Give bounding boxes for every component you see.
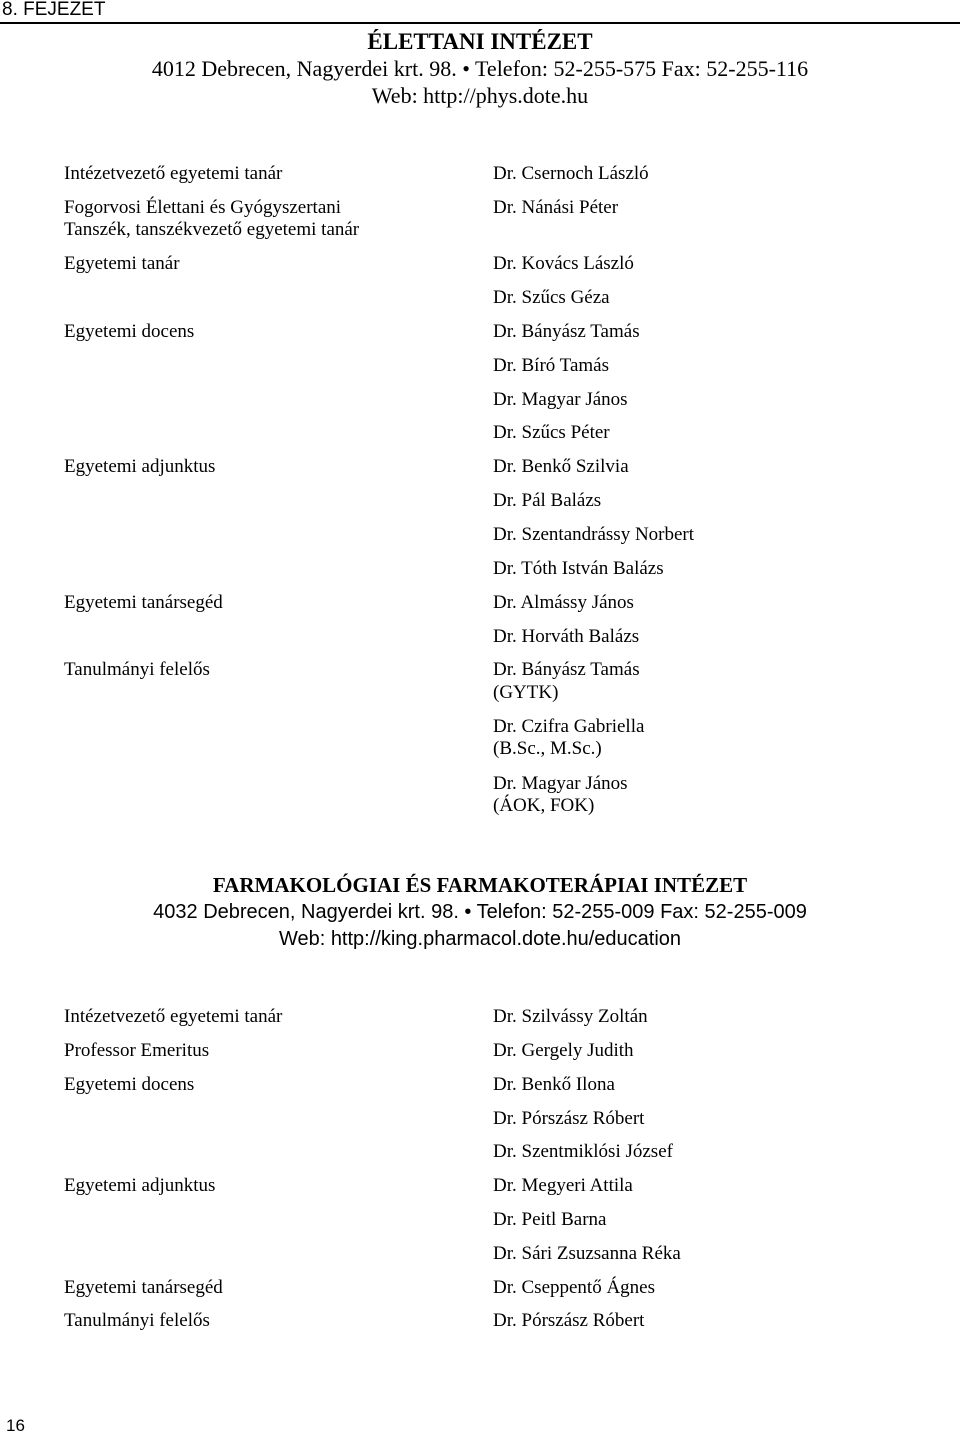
staff-name: Dr. Tóth István Balázs — [493, 558, 664, 579]
institute-web: Web: http://phys.dote.hu — [371, 83, 589, 108]
institute-address: 4012 Debrecen, Nagyerdei krt. 98. • Telefon: 52-255-575 Fax: 52-255-116 — [151, 56, 809, 81]
staff-name: Dr. Pórszász Róbert — [493, 1108, 645, 1129]
institute-header-physiology — [0, 28, 960, 109]
role-label: Intézetvezető egyetemi tanár — [64, 1006, 283, 1027]
role-label: Egyetemi tanár — [64, 253, 180, 274]
staff-name: Dr. Peitl Barna — [493, 1209, 607, 1230]
staff-name: Dr. Sári Zsuzsanna Réka — [493, 1243, 681, 1264]
chapter-header — [0, 0, 960, 24]
staff-name: Dr. Magyar János — [493, 773, 628, 794]
staff-note: (GYTK) — [493, 682, 559, 703]
role-label: Tanulmányi felelős — [64, 1310, 210, 1331]
staff-name: Dr. Benkő Szilvia — [493, 456, 629, 477]
staff-name: Dr. Szilvássy Zoltán — [493, 1006, 648, 1027]
role-label: Intézetvezető egyetemi tanár — [64, 163, 283, 184]
staff-name: Dr. Megyeri Attila — [493, 1175, 633, 1196]
institute-name: ÉLETTANI INTÉZET — [367, 29, 593, 54]
institute-name: FARMAKOLÓGIAI ÉS FARMAKOTERÁPIAI INTÉZET — [212, 873, 748, 897]
staff-name: Dr. Magyar János — [493, 389, 628, 410]
role-label: Fogorvosi Élettani és Gyógyszertani — [64, 197, 342, 218]
role-label: Egyetemi docens — [64, 1074, 195, 1095]
role-label: Egyetemi tanársegéd — [64, 592, 223, 613]
role-label: Egyetemi docens — [64, 321, 195, 342]
institute-header-pharmacology — [0, 872, 960, 953]
staff-name: Dr. Szűcs Péter — [493, 422, 610, 443]
chapter-label: 8. FEJEZET — [2, 0, 106, 20]
role-label: Egyetemi tanársegéd — [64, 1277, 223, 1298]
staff-note: (ÁOK, FOK) — [493, 795, 595, 816]
role-label: Tanulmányi felelős — [64, 659, 210, 680]
staff-name: Dr. Pál Balázs — [493, 490, 602, 511]
staff-name: Dr. Horváth Balázs — [493, 626, 640, 647]
institute-address: 4032 Debrecen, Nagyerdei krt. 98. • Telefon: 52-255-009 Fax: 52-255-009 — [153, 901, 807, 923]
role-label: Tanszék, tanszékvezető egyetemi tanár — [64, 219, 360, 240]
role-label: Egyetemi adjunktus — [64, 1175, 216, 1196]
staff-name: Dr. Csernoch László — [493, 163, 649, 184]
page-number: 16 — [6, 1416, 25, 1435]
staff-name: Dr. Benkő Ilona — [493, 1074, 615, 1095]
staff-name: Dr. Kovács László — [493, 253, 634, 274]
staff-name: Dr. Szűcs Géza — [493, 287, 610, 308]
role-label: Professor Emeritus — [64, 1040, 210, 1061]
staff-name: Dr. Szentandrássy Norbert — [493, 524, 695, 545]
staff-name: Dr. Bányász Tamás — [493, 321, 640, 342]
staff-name: Dr. Bányász Tamás — [493, 659, 640, 680]
staff-note: (B.Sc., M.Sc.) — [493, 738, 602, 759]
staff-name: Dr. Szentmiklósi József — [493, 1141, 673, 1162]
staff-name: Dr. Czifra Gabriella — [493, 716, 645, 737]
staff-name: Dr. Gergely Judith — [493, 1040, 634, 1061]
role-label: Egyetemi adjunktus — [64, 456, 216, 477]
staff-name: Dr. Cseppentő Ágnes — [493, 1277, 656, 1298]
staff-name: Dr. Almássy János — [493, 592, 634, 613]
staff-name: Dr. Bíró Tamás — [493, 355, 610, 376]
staff-name: Dr. Pórszász Róbert — [493, 1310, 645, 1331]
staff-name: Dr. Nánási Péter — [493, 197, 619, 218]
institute-web: Web: http://king.pharmacol.dote.hu/education — [278, 928, 682, 950]
